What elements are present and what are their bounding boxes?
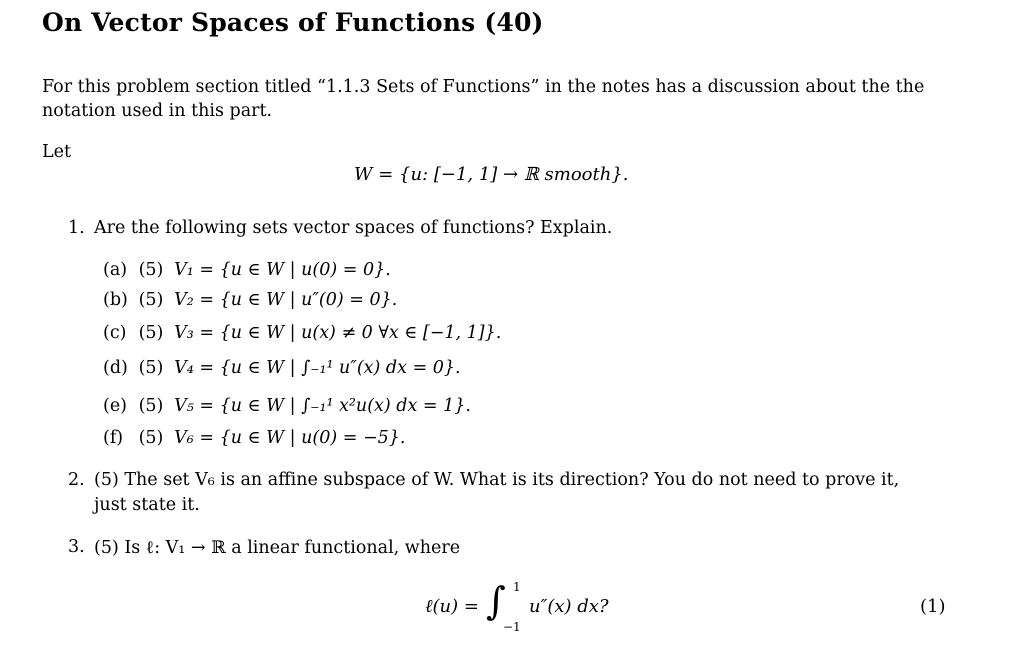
part-points: (5) bbox=[138, 323, 164, 343]
part-expression: V₁ = {u ∈ W | u(0) = 0}. bbox=[174, 260, 391, 280]
part-label: (d) bbox=[103, 358, 128, 378]
w-definition: W = {u: [−1, 1] → ℝ smooth}. bbox=[354, 164, 629, 185]
part-expression: V₃ = {u ∈ W | u(x) ≠ 0 ∀x ∈ [−1, 1]}. bbox=[174, 323, 502, 343]
integral-upper-limit: 1 bbox=[513, 580, 521, 594]
list-item bbox=[103, 260, 391, 280]
part-points: (5) bbox=[138, 396, 164, 416]
part-label: (f) bbox=[103, 428, 124, 448]
equation-rhs: u″(x) dx? bbox=[529, 596, 609, 617]
integral-sign: ∫ bbox=[486, 579, 506, 623]
part-expression: V₂ = {u ∈ W | u″(0) = 0}. bbox=[174, 290, 398, 310]
part-expression: V₄ = {u ∈ W | ∫₋₁¹ u″(x) dx = 0}. bbox=[174, 358, 461, 378]
part-expression: V₅ = {u ∈ W | ∫₋₁¹ x²u(x) dx = 1}. bbox=[174, 396, 471, 416]
part-points: (5) bbox=[138, 358, 164, 378]
part-expression: V₆ = {u ∈ W | u(0) = −5}. bbox=[174, 428, 406, 448]
let-word: Let bbox=[42, 142, 72, 162]
part-label: (c) bbox=[103, 323, 127, 343]
q2-line1: (5) The set V₆ is an affine subspace of W. What is its direction? You do not need to prove it, bbox=[94, 470, 900, 490]
integral-lower-limit: −1 bbox=[503, 620, 521, 634]
equation-lhs: ℓ(u) = bbox=[425, 596, 479, 617]
q2-line2: just state it. bbox=[94, 495, 200, 515]
list-item bbox=[103, 396, 471, 416]
list-item bbox=[103, 290, 397, 310]
part-label: (b) bbox=[103, 290, 128, 310]
q1-text: Are the following sets vector spaces of functions? Explain. bbox=[94, 218, 613, 238]
part-points: (5) bbox=[138, 428, 164, 448]
q1-number: 1. bbox=[68, 218, 85, 238]
list-item bbox=[103, 358, 461, 378]
q2-number: 2. bbox=[68, 470, 85, 490]
part-points: (5) bbox=[138, 260, 164, 280]
part-label: (e) bbox=[103, 396, 128, 416]
equation-number: (1) bbox=[920, 596, 946, 617]
page-title: On Vector Spaces of Functions (40) bbox=[42, 8, 544, 37]
list-item bbox=[103, 323, 501, 343]
q3-number: 3. bbox=[68, 537, 85, 557]
part-label: (a) bbox=[103, 260, 128, 280]
part-points: (5) bbox=[138, 290, 164, 310]
list-item bbox=[103, 428, 405, 448]
q3-text: (5) Is ℓ: V₁ → ℝ a linear functional, where bbox=[94, 538, 461, 558]
intro-paragraph: For this problem section titled “1.1.3 Sets of Functions” in the notes has a discussion about the the notation used in this part. bbox=[42, 77, 925, 121]
